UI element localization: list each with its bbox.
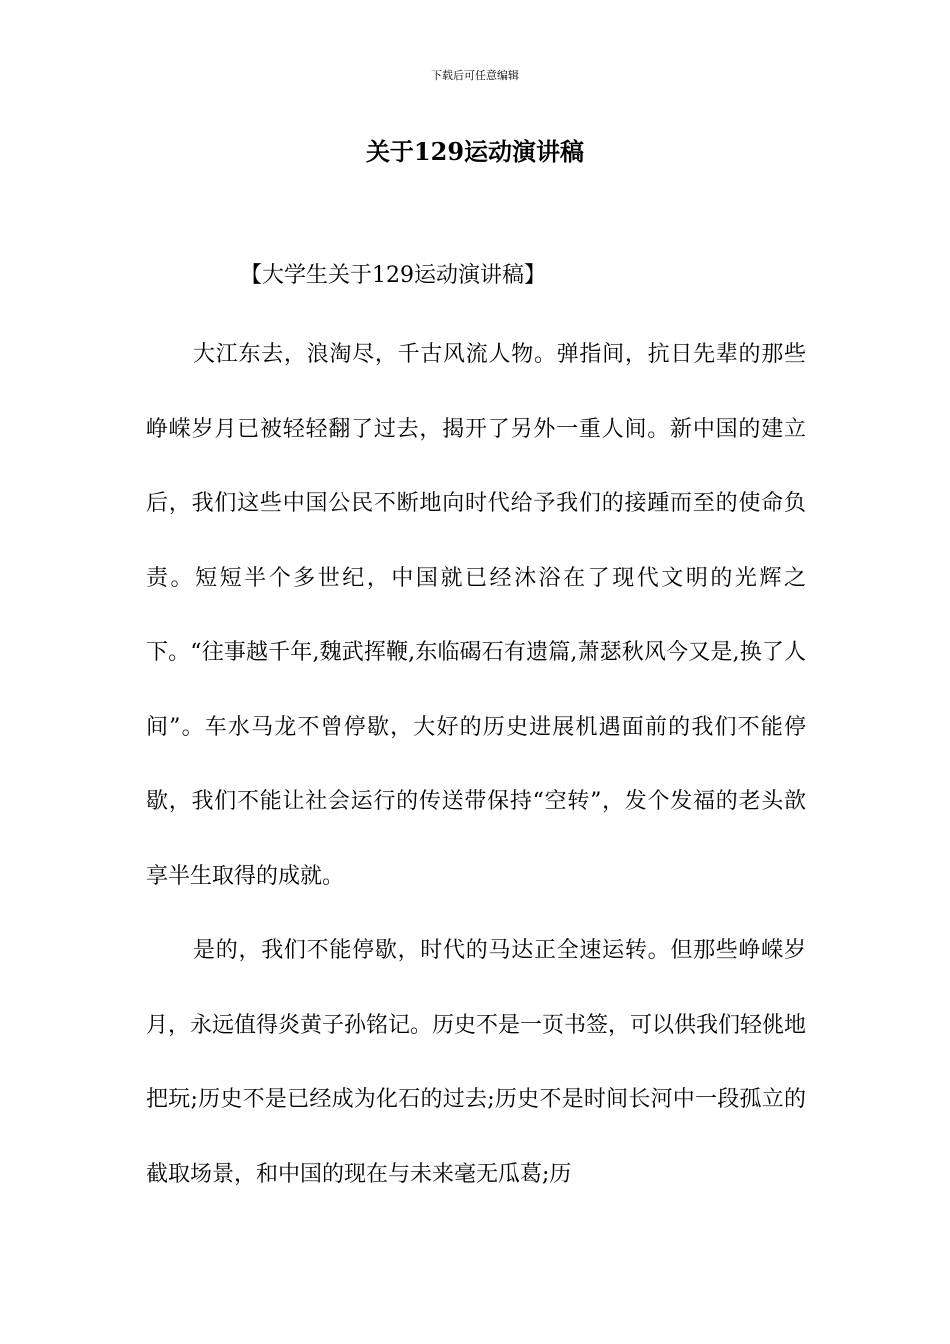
document-title: 关于129运动演讲稿 (365, 137, 585, 166)
header-note: 下载后可任意编辑 (431, 69, 519, 82)
document-subtitle: 【大学生关于129运动演讲稿】 (240, 263, 546, 288)
body-paragraph-1: 大江东去，浪淘尽，千古风流人物。弹指间，抗日先辈的那些峥嵘岁月已被轻轻翻了过去，揭开了另外一重人间。新中国的建立后，我们这些中国公民不断地向时代给予我们的接踵而至的使命负责。短短半个多世纪，中国就已经沐浴在了现代文明的光辉之下。“往事越千年,魏武挥鞭,东临碣石有遗篇,萧瑟秋风今又是,换了人间”。车水马龙不曾停歇，大好的历史进展机遇面前的我们不能停歇，我们不能让社会运行的传送带保持“空转”，发个发福的老头歆享半生取得的成就。 (146, 342, 806, 889)
body-paragraph-2: 是的，我们不能停歇，时代的马达正全速运转。但那些峥嵘岁月，永远值得炎黄子孙铭记。历史不是一页书签，可以供我们轻佻地把玩;历史不是已经成为化石的过去;历史不是时间长河中一段孤立的截取场景，和中国的现在与未来毫无瓜葛;历 (146, 938, 807, 1187)
